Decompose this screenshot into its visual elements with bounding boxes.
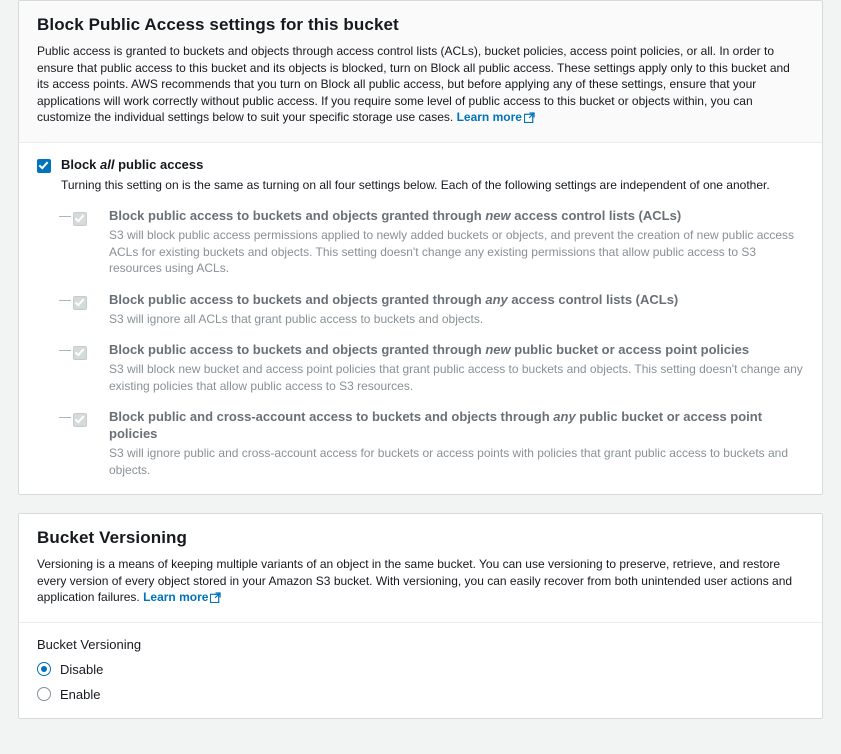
title-prefix: Block public access to buckets and objects granted through bbox=[109, 342, 486, 357]
block-public-access-description-text: Public access is granted to buckets and objects through access control lists (ACLs), bucket policies, access point policies, or all. In order to ensure that public access to this bucket and its objects is blocked, turn on Block all public access. These settings apply only to this bucket and its access points. AWS recommends that you turn on Block all public access, but before applying any of these settings, ensure that your applications will work correctly without public access. If you require some level of public access to this bucket or objects within, you can customize the individual settings below to suit your specific storage use cases. bbox=[37, 44, 790, 124]
block-all-label-italic: all bbox=[100, 156, 115, 172]
tree-connector bbox=[59, 350, 71, 351]
sub-setting-new-acls-description: S3 will block public access permissions applied to newly added buckets or objects, and prevent the creation of new public access ACLs for existing buckets and objects. This setting doesn't change any existing permissions that allow public access to S3 resources using ACLs. bbox=[109, 228, 795, 275]
sub-setting-any-acls[interactable] bbox=[59, 291, 804, 328]
tree-connector bbox=[59, 300, 71, 301]
sub-setting-any-policies-checkbox[interactable] bbox=[73, 413, 87, 427]
check-icon bbox=[75, 413, 85, 423]
external-link-icon bbox=[524, 111, 535, 128]
sub-setting-any-acls-checkbox[interactable] bbox=[73, 296, 87, 310]
title-suffix: access control lists (ACLs) bbox=[507, 291, 679, 307]
tree-connector bbox=[59, 216, 71, 217]
sub-setting-new-policies-description: S3 will block new bucket and access point policies that grant public access to buckets and objects. This setting doesn't change any existing policies that allow public access to S3 resources. bbox=[109, 362, 803, 393]
check-icon bbox=[75, 346, 85, 356]
learn-more-label: Learn more bbox=[456, 110, 522, 124]
title-italic: any bbox=[485, 291, 508, 307]
check-icon bbox=[39, 159, 49, 169]
block-public-access-sub-settings bbox=[59, 207, 804, 478]
external-link-icon bbox=[210, 591, 221, 608]
sub-setting-any-policies-title bbox=[109, 408, 804, 442]
versioning-enable-radio[interactable] bbox=[37, 687, 51, 701]
title-italic: new bbox=[485, 342, 511, 357]
title-prefix: Block public access to buckets and objects granted through bbox=[109, 291, 486, 307]
versioning-enable-label: Enable bbox=[60, 686, 101, 702]
title-prefix: Block public and cross-account access to buckets and objects through bbox=[109, 409, 554, 424]
title-suffix: public bucket or access point policies bbox=[510, 342, 750, 357]
sub-setting-any-acls-title bbox=[109, 291, 804, 308]
block-public-access-description bbox=[37, 43, 804, 128]
block-public-access-title: Block Public Access settings for this bucket bbox=[37, 15, 399, 34]
bucket-versioning-title: Bucket Versioning bbox=[37, 528, 188, 547]
block-public-access-learn-more-link[interactable] bbox=[457, 110, 535, 124]
sub-setting-any-policies-description: S3 will ignore public and cross-account access for buckets or access points with policies that grant public access to buckets and objects. bbox=[109, 446, 789, 477]
block-all-public-access-description: Turning this setting on is the same as turning on all four settings below. Each of the following settings are independent of one another. bbox=[61, 177, 770, 192]
sub-setting-any-acls-description: S3 will ignore all ACLs that grant public access to buckets and objects. bbox=[109, 311, 484, 326]
versioning-option-enable[interactable] bbox=[37, 687, 804, 702]
sub-setting-new-policies-title bbox=[109, 341, 804, 358]
check-icon bbox=[75, 296, 85, 306]
bucket-versioning-header bbox=[19, 514, 822, 623]
block-all-label-suffix: public access bbox=[114, 156, 204, 172]
block-public-access-header bbox=[19, 1, 822, 143]
versioning-disable-radio[interactable] bbox=[37, 662, 51, 676]
versioning-disable-label: Disable bbox=[60, 661, 104, 677]
bucket-versioning-description bbox=[37, 556, 804, 608]
bucket-versioning-learn-more-link[interactable] bbox=[143, 590, 221, 604]
block-all-public-access-label bbox=[61, 157, 203, 173]
sub-setting-any-policies[interactable] bbox=[59, 408, 804, 478]
sub-setting-new-acls-checkbox[interactable] bbox=[73, 212, 87, 226]
block-all-public-access-checkbox[interactable] bbox=[37, 159, 51, 173]
block-all-public-access-row[interactable] bbox=[37, 157, 804, 173]
title-italic: any bbox=[553, 409, 576, 424]
sub-setting-new-policies[interactable] bbox=[59, 341, 804, 394]
sub-setting-new-policies-checkbox[interactable] bbox=[73, 346, 87, 360]
block-all-label-prefix: Block bbox=[61, 156, 101, 172]
block-public-access-body bbox=[19, 143, 822, 495]
title-suffix: public bucket or access point policies bbox=[109, 409, 763, 441]
versioning-option-disable[interactable] bbox=[37, 662, 804, 677]
check-icon bbox=[75, 212, 85, 222]
sub-setting-new-acls-title bbox=[109, 207, 804, 224]
title-suffix: access control lists (ACLs) bbox=[510, 208, 682, 223]
sub-setting-new-acls[interactable] bbox=[59, 207, 804, 277]
tree-connector bbox=[59, 417, 71, 418]
bucket-versioning-section-label: Bucket Versioning bbox=[37, 636, 142, 652]
block-public-access-card bbox=[18, 0, 823, 495]
learn-more-label: Learn more bbox=[143, 590, 209, 604]
title-italic: new bbox=[485, 208, 511, 223]
title-prefix: Block public access to buckets and objects granted through bbox=[109, 208, 486, 223]
card-spacer bbox=[18, 495, 823, 513]
bucket-versioning-body bbox=[19, 623, 822, 718]
bucket-versioning-description-text: Versioning is a means of keeping multiple variants of an object in the same bucket. You can use versioning to preserve, retrieve, and restore every version of every object stored in your Amazon S3 bucket. With versioning, you can easily recover from both unintended user actions and application failures. bbox=[37, 557, 793, 604]
bucket-versioning-card bbox=[18, 513, 823, 719]
